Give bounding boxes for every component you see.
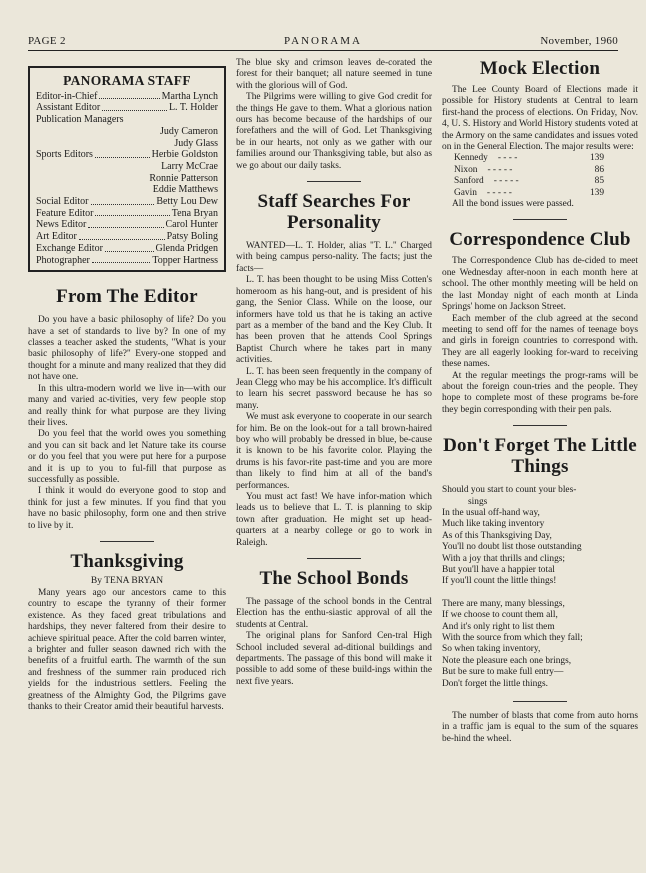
- column-middle: [236, 58, 432, 688]
- result-row: [454, 176, 604, 187]
- result-dashes: - - - - -: [486, 187, 512, 198]
- poem-line: In the usual off-hand way,: [442, 507, 540, 518]
- leader-dots: [99, 91, 159, 100]
- staff-row: [36, 255, 218, 267]
- staff-name: Topper Hartness: [152, 254, 218, 266]
- result-votes: 139: [589, 153, 604, 164]
- staff-role: Assistant Editor: [36, 102, 101, 114]
- staff-row: [36, 219, 218, 231]
- poem-line: But be sure to make full entry—: [442, 667, 564, 678]
- mock-election-closing: All the bond issues were passed.: [452, 199, 574, 210]
- poem-line: sings: [468, 496, 488, 507]
- poem-line: And it's only right to list them: [442, 621, 555, 632]
- poem-line: As of this Thanksgiving Day,: [442, 530, 552, 541]
- mock-election-intro: The Lee County Board of Elections made it possible for History students at Central to learn first-hand the process of elections. On Friday, Nov. 4, U. S. History and World History students voted at the Armory on the same candidates and issues voted on in the General Election. The major results were:: [442, 85, 638, 153]
- header-rule: [28, 50, 618, 51]
- staff-name: Martha Lynch: [161, 90, 218, 102]
- separator: [307, 181, 361, 182]
- staff-name: Tena Bryan: [171, 207, 218, 219]
- separator: [100, 541, 154, 542]
- result-row: [454, 153, 604, 164]
- leader-dots: [95, 149, 150, 158]
- editor-paragraph: Do you feel that the world owes you something and you can sit back and let Nature take its course or do you feel that you were put here for a purpose and it is up to you to ful-fill that purpose as successfully as possible.: [28, 429, 226, 485]
- staff-row: [36, 231, 218, 243]
- poem-line: Don't forget the little things.: [442, 678, 548, 689]
- leader-dots: [79, 231, 165, 240]
- correspondence-title: Correspondence Club: [449, 229, 631, 251]
- separator: [307, 558, 361, 559]
- staff-row: [36, 161, 218, 173]
- staff-row: [36, 149, 218, 161]
- result-name: Sanford: [454, 176, 484, 187]
- staff-role: Feature Editor: [36, 207, 94, 219]
- staff-role: Editor-in-Chief: [36, 90, 98, 102]
- poem-line: You'll no doubt list those outstanding: [442, 542, 582, 553]
- issue-date: November, 1960: [540, 35, 618, 47]
- poem-line: Note the pleasure each one brings,: [442, 655, 572, 666]
- leader-dots: [91, 196, 155, 205]
- staff-name: Glenda Pridgen: [155, 242, 218, 254]
- school-bonds-paragraph: The original plans for Sanford Cen-tral High School included several ad-ditional buildings and departments. The passage of this bond will make it possible to add some of these build-ings within the next five years.: [236, 631, 432, 687]
- school-bonds-paragraph: The passage of the school bonds in the Central Election has the enthu-siastic approval of all the students at Central.: [236, 597, 432, 630]
- result-name: Nixon: [454, 164, 478, 175]
- staff-role: Exchange Editor: [36, 242, 103, 254]
- separator: [513, 701, 567, 702]
- staff-name: Ronnie Patterson: [149, 172, 218, 184]
- staff-role: Publication Managers: [36, 114, 124, 126]
- staff-name: Judy Glass: [174, 137, 218, 149]
- leader-dots: [92, 255, 150, 264]
- staff-name: Betty Lou Dew: [156, 196, 218, 208]
- staff-searches-title: Staff Searches For Personality: [257, 191, 411, 234]
- column-right: [442, 58, 638, 745]
- staff-row: [36, 173, 218, 185]
- thanksgiving-paragraph: The blue sky and crimson leaves de-corated the forest for their banquet; all nature seemed in tune with the glorious will of God.: [236, 58, 432, 91]
- poem-line: Much like taking inventory: [442, 519, 545, 530]
- dont-forget-title: Don't Forget The Little Things: [443, 435, 637, 478]
- staff-row: [36, 243, 218, 255]
- staff-row: [36, 208, 218, 220]
- thanksgiving-paragraph: The Pilgrims were willing to give God credit for the things He gave to them. What a glorious nation ours has become because of the hardships of our forefathers and the will of God. Let Thanksgiving be in our hearts, not only as we gather with our families around our Thanksgiving table, but also as we go about our daily tasks.: [236, 92, 432, 171]
- school-bonds-title: The School Bonds: [259, 568, 409, 590]
- staff-row: [36, 184, 218, 196]
- staff-role: Social Editor: [36, 196, 89, 208]
- election-results: [442, 153, 638, 199]
- editor-paragraph: I think it would do everyone good to stop and think for just a few minutes. If you find that you have no basic philosophy, form one and then strive to live by it.: [28, 486, 226, 531]
- staff-box: [28, 66, 226, 272]
- result-dashes: - - - - -: [487, 164, 513, 175]
- masthead-title: PANORAMA: [284, 35, 362, 47]
- result-row: [454, 188, 604, 199]
- poem-line: If you'll count the little things!: [442, 576, 557, 587]
- leader-dots: [105, 243, 154, 252]
- staff-row: [36, 114, 218, 126]
- poem-line: But you'll have a happier total: [442, 565, 555, 575]
- staff-row: [36, 91, 218, 103]
- poem: [442, 485, 638, 690]
- separator: [513, 425, 567, 426]
- poem-line: With a joy that thrills and clings;: [442, 553, 566, 564]
- result-dashes: - - - -: [497, 153, 518, 164]
- result-dashes: - - - - -: [493, 176, 519, 187]
- staff-list: [36, 91, 218, 267]
- poem-line: If we choose to count them all,: [442, 610, 558, 621]
- staff-name: Judy Cameron: [159, 125, 218, 137]
- page-number: PAGE 2: [28, 35, 66, 47]
- correspondence-paragraph: Each member of the club agreed at the second meeting to send off for the names of teenage boys and girls in foreign countries to correspond with. They are all eagerly looking for-ward to receiving these names.: [442, 313, 638, 370]
- editor-paragraph: In this ultra-modern world we live in—with our many and varied ac-tivities, very few people stop and really think for what purpose are they living their lives.: [28, 383, 226, 428]
- leader-dots: [102, 102, 167, 111]
- result-votes: 139: [589, 187, 604, 198]
- mock-election-title: Mock Election: [479, 58, 601, 79]
- poem-line: With the source from which they fall;: [442, 633, 583, 644]
- result-row: [454, 165, 604, 176]
- staff-name: L. T. Holder: [168, 102, 218, 114]
- leader-dots: [88, 219, 163, 228]
- correspondence-paragraph: The Correspondence Club has de-cided to meet one Wednesday after-noon in each month here at school. The other monthly meeting will be held on the last Monday night of each month at Linda Springs' home on Jackson Street.: [442, 256, 638, 313]
- result-votes: 85: [594, 176, 604, 187]
- staff-name: Carol Hunter: [165, 219, 218, 231]
- staff-name: Herbie Goldston: [151, 149, 218, 161]
- result-votes: 86: [594, 164, 604, 175]
- poem-line: There are many, many blessings,: [442, 598, 565, 609]
- staff-role: News Editor: [36, 219, 87, 231]
- staff-row: [36, 126, 218, 138]
- result-name: Gavin: [454, 187, 477, 198]
- leader-dots: [95, 208, 169, 217]
- column-left: [28, 58, 226, 713]
- thanksgiving-paragraph: Many years ago our ancestors came to this country to escape the tyranny of their former existence. As they faced great tribulations and hardships, they never faltered from their desire to achieve spiritual peace. After the cold barren winter, a brighter and fuller season dawned rich with the benefits of a fruitful earth. The warmth of the sun and freshness of the summer rain produced rich yields for the industrious settlers. Feeling the greatness of the Almighty God, the Pilgrims gave thanks to their Creator amid their beautiful harvests.: [28, 587, 226, 713]
- staff-searches-paragraph: WANTED—L. T. Holder, alias "T. L." Charged with being campus perso-nality. The facts; just the facts—: [236, 241, 432, 274]
- poem-line: So when taking inventory,: [442, 644, 541, 655]
- staff-role: Sports Editors: [36, 149, 93, 161]
- poem-line: Should you start to count your bles-: [442, 485, 577, 496]
- staff-title: PANORAMA STAFF: [63, 73, 191, 88]
- staff-row: [36, 102, 218, 114]
- correspondence-paragraph: At the regular meetings the progr-rams will be about the foreign coun-tries and the people. They hope to complete most of these programs be-fore they begin corresponding with their pen pals.: [442, 370, 638, 415]
- editor-paragraph: Do you have a basic philosophy of life? Do you have a set of standards to live by? In one of my classes a teacher asked the students, "What is your basic philosophy of life?" Every-one stopped and thought for a minute and many realized that they did not have one.: [28, 315, 226, 383]
- thanksgiving-byline: By TENA BRYAN: [90, 575, 164, 586]
- staff-row: [36, 196, 218, 208]
- staff-searches-paragraph: L. T. has been thought to be using Miss Cotten's homeroom as his hang-out, and is president of his gang, the Senior Class. While on the loose, our informers have told us that he is taking an active part as a member of the band and the Key Club. It has been proven that he attends Cool Springs Baptist Church where he takes part in many activities.: [236, 275, 432, 366]
- editor-title: From The Editor: [56, 286, 198, 308]
- result-name: Kennedy: [454, 153, 488, 164]
- staff-role: Art Editor: [36, 231, 77, 243]
- poem-stanza: [442, 599, 638, 690]
- staff-name: Patsy Boling: [166, 231, 218, 243]
- staff-searches-paragraph: We must ask everyone to cooperate in our search for him. Be on the look-out for a tall brown-haired boy who will probably be dressed in blue, be-cause it is known to be his favorite color. Playing the drums is his favor-rite past-time and you are more than likely to find him at all of the band's performances.: [236, 412, 432, 491]
- separator: [513, 219, 567, 220]
- staff-role: Photographer: [36, 254, 90, 266]
- closing-filler: The number of blasts that come from auto horns in a traffic jam is equal to the sum of the squares be-hind the wheel.: [442, 711, 638, 744]
- staff-name: Larry McCrae: [161, 160, 218, 172]
- editor-body: [28, 315, 226, 532]
- poem-stanza: [442, 485, 638, 588]
- staff-row: [36, 138, 218, 150]
- staff-searches-paragraph: L. T. has been seen frequently in the company of Jean Clegg who may be his accomplice. It's difficult to learn his secret password because he has so many.: [236, 366, 432, 411]
- staff-name: Eddie Matthews: [152, 184, 218, 196]
- staff-searches-paragraph: You must act fast! We have infor-mation which leads us to believe that L. T. is planning to skip town after graduation. He might set up head-quarters at a nearby college or go to work in Raleigh.: [236, 492, 432, 548]
- thanksgiving-title: Thanksgiving: [70, 550, 184, 572]
